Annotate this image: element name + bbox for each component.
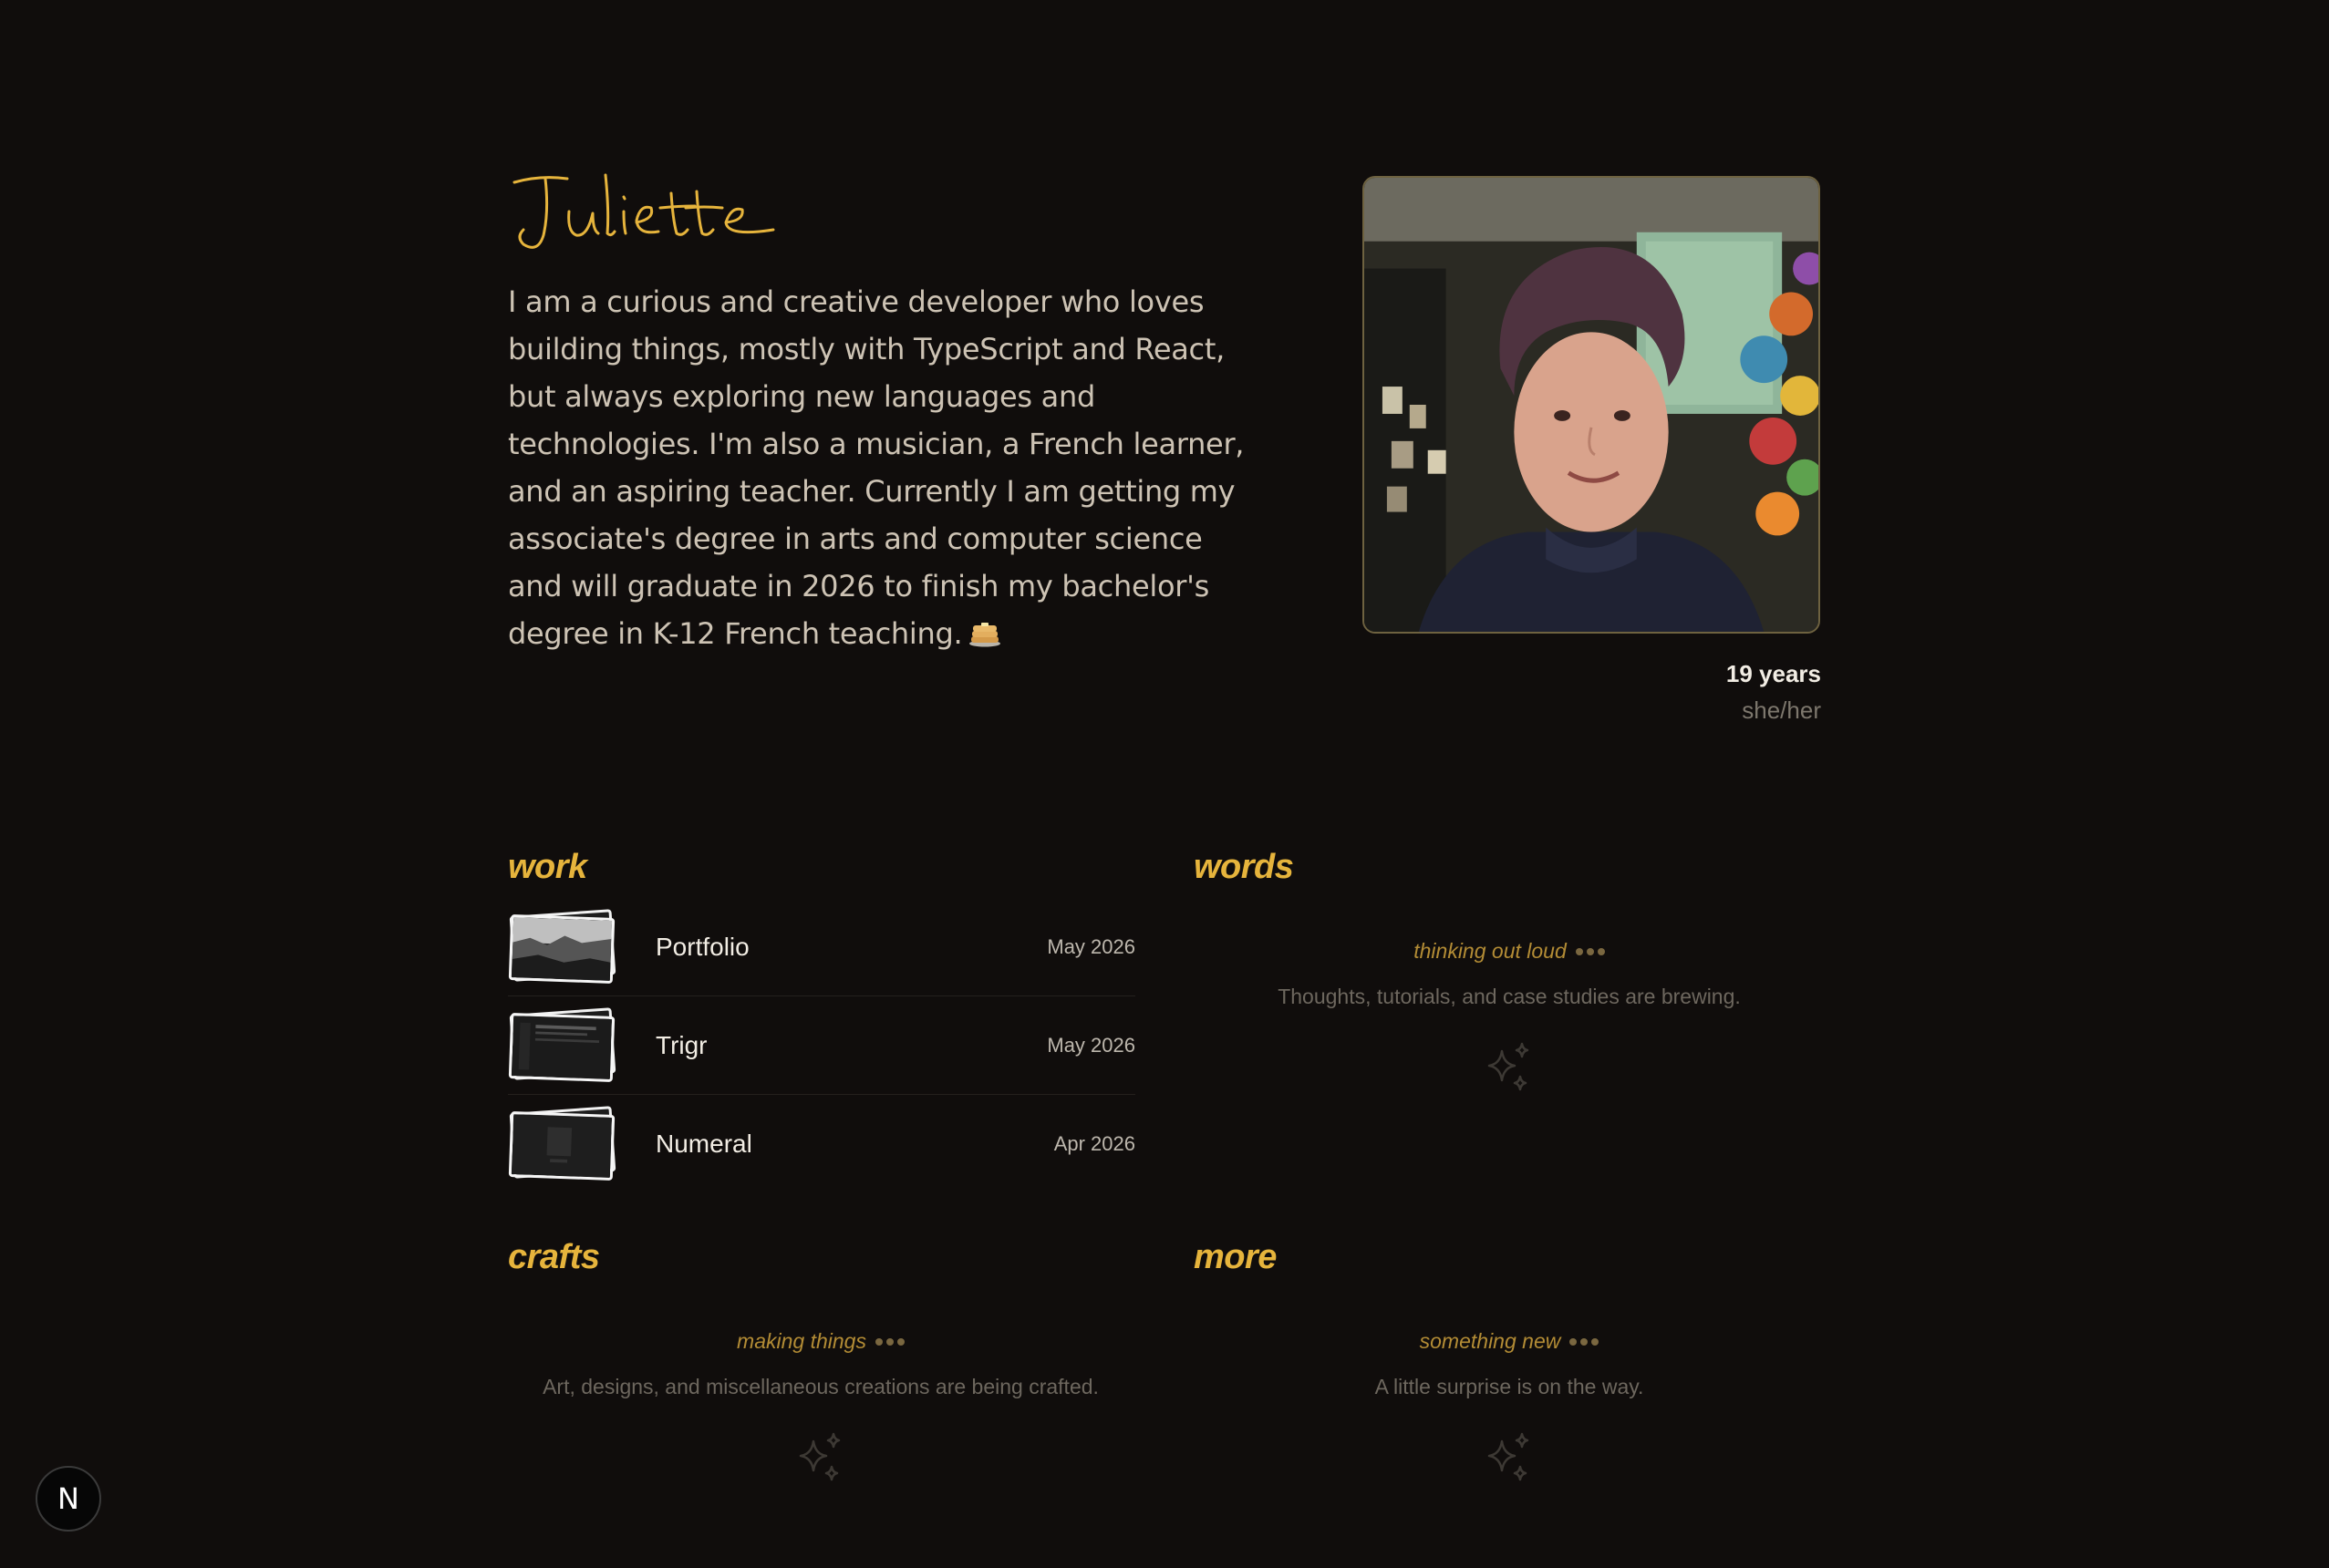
work-item-portfolio[interactable] — [508, 898, 1135, 996]
placeholder-text: Art, designs, and miscellaneous creations are being crafted. — [543, 1375, 1099, 1398]
bio-content: I am a curious and creative developer who loves building things, mostly with TypeScript and React, but always exploring new languages and technologies. I'm also a musician, a French learner, and an aspiring teacher. Currently I am getting my associate's degree in arts and computer science and will graduate in 2026 to finish my bachelor's degree in K-12 French teaching. — [508, 284, 1245, 651]
work-item-date: May 2026 — [1047, 934, 1135, 958]
work-item-name: Numeral — [656, 1130, 752, 1158]
signature-logo — [503, 166, 786, 257]
project-thumbnail — [508, 1009, 617, 1082]
project-thumbnail — [508, 911, 617, 984]
crafts-placeholder — [538, 1329, 1103, 1485]
placeholder-text: Thoughts, tutorials, and case studies are brewing. — [1278, 985, 1741, 1008]
ellipsis-dots-icon — [1576, 948, 1605, 955]
work-item-name: Portfolio — [656, 932, 750, 961]
pancake-icon — [968, 620, 1002, 647]
ellipsis-dots-icon — [875, 1338, 905, 1346]
placeholder-tag-text: something new — [1419, 1329, 1561, 1353]
section-title-more: more — [1194, 1238, 1277, 1276]
placeholder-tag — [1222, 1329, 1796, 1354]
sparkles-icon — [1482, 1040, 1537, 1095]
badge-label: N — [57, 1481, 79, 1516]
placeholder-tag-text: thinking out loud — [1413, 939, 1567, 963]
placeholder-tag — [1222, 939, 1796, 964]
sparkles-icon — [793, 1430, 848, 1485]
placeholder-tag — [538, 1329, 1103, 1354]
age-label: 19 years — [1725, 660, 1821, 687]
profile-photo — [1362, 176, 1820, 634]
more-placeholder — [1222, 1329, 1796, 1485]
work-item-numeral[interactable] — [508, 1095, 1135, 1193]
work-item-trigr[interactable] — [508, 996, 1135, 1095]
work-item-name: Trigr — [656, 1030, 708, 1059]
nextjs-dev-badge[interactable] — [36, 1466, 101, 1532]
work-item-date: Apr 2026 — [1053, 1132, 1135, 1155]
section-title-crafts: crafts — [508, 1238, 600, 1276]
words-placeholder — [1222, 939, 1796, 1095]
section-title-work: work — [508, 848, 587, 886]
project-thumbnail — [508, 1108, 617, 1181]
sparkles-icon — [1482, 1430, 1537, 1485]
work-item-date: May 2026 — [1047, 1033, 1135, 1057]
ellipsis-dots-icon — [1569, 1338, 1599, 1346]
section-title-words: words — [1194, 848, 1294, 886]
bio-text — [508, 278, 1256, 657]
pronouns-label: she/her — [1742, 696, 1821, 724]
placeholder-tag-text: making things — [737, 1329, 866, 1353]
placeholder-text: A little surprise is on the way. — [1374, 1375, 1644, 1398]
